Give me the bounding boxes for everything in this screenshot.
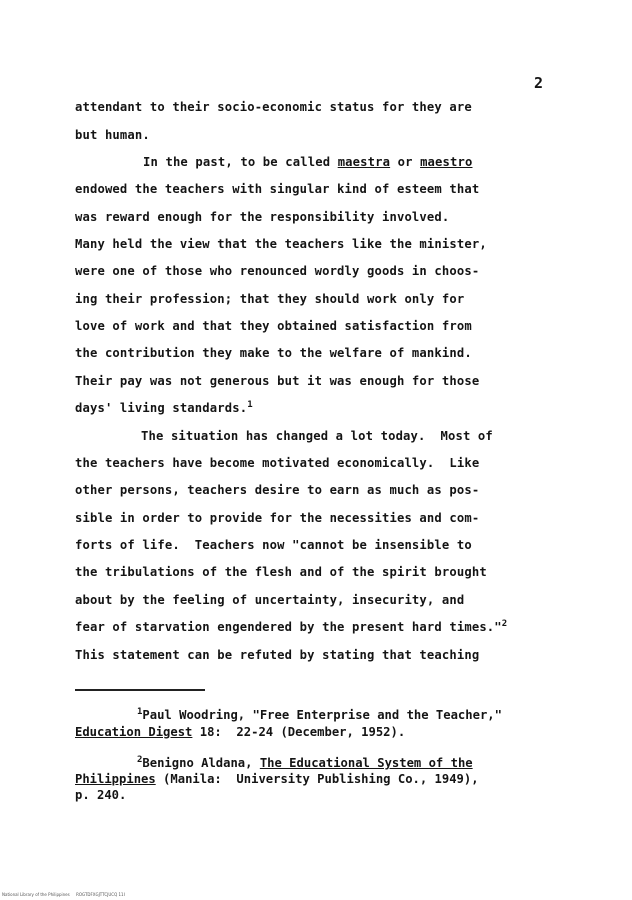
journal-title: Education Digest xyxy=(75,725,193,739)
footnote-line xyxy=(75,772,479,786)
text-line: sible in order to provide for the necessities and com- xyxy=(75,511,480,525)
text-span: Benigno Aldana, xyxy=(142,756,260,770)
text-line: Many held the view that the teachers like the minister, xyxy=(75,237,487,251)
text-line: were one of those who renounced wordly goods in choos- xyxy=(75,264,480,278)
footnote-line xyxy=(137,708,502,722)
footnote-1 xyxy=(75,708,555,750)
text-line: ing their profession; that they should work only for xyxy=(75,292,465,306)
text-span: Paul Woodring, "Free Enterprise and the Teacher," xyxy=(142,708,502,722)
footnote-marker: 2 xyxy=(501,618,508,629)
text-line: endowed the teachers with singular kind of esteem that xyxy=(75,182,480,196)
text-span: (Manila: University Publishing Co., 1949), xyxy=(155,772,479,786)
text-line: This statement can be refuted by stating that teaching xyxy=(75,648,480,662)
page-number: 2 xyxy=(534,74,544,92)
text-span: In the past, to be called xyxy=(143,155,338,169)
footnote-line xyxy=(75,725,405,739)
footnote-divider xyxy=(75,689,205,691)
underlined-term: maestra xyxy=(337,155,391,169)
text-line: forts of life. Teachers now "cannot be insensible to xyxy=(75,538,472,552)
text-line: Their pay was not generous but it was enough for those xyxy=(75,374,480,388)
text-line xyxy=(75,401,253,415)
footnote-marker: 1 xyxy=(247,399,253,410)
footnote-line: p. 240. xyxy=(75,788,127,802)
text-span: or xyxy=(390,155,421,169)
text-line: was reward enough for the responsibility involved. xyxy=(75,210,450,224)
text-line: about by the feeling of uncertainty, insecurity, and xyxy=(75,593,465,607)
book-title: The Educational System of the xyxy=(259,756,473,770)
text-line: the contribution they make to the welfare of mankind. xyxy=(75,346,472,360)
text-line: the teachers have become motivated economically. Like xyxy=(75,456,480,470)
text-line: love of work and that they obtained satisfaction from xyxy=(75,319,472,333)
text-line: The situation has changed a lot today. Most of xyxy=(141,429,493,443)
text-span: 18: 22-24 (December, 1952). xyxy=(192,725,406,739)
text-line xyxy=(143,155,472,169)
text-line: attendant to their socio-economic status for they are xyxy=(75,100,472,114)
text-span: days' living standards. xyxy=(75,401,248,415)
text-line xyxy=(75,620,507,634)
text-line: but human. xyxy=(75,128,150,142)
text-line: the tribulations of the flesh and of the spirit brought xyxy=(75,565,487,579)
book-title: Philippines xyxy=(75,772,156,786)
footnote-line xyxy=(137,756,473,770)
text-line: other persons, teachers desire to earn as much as pos- xyxy=(75,483,480,497)
library-watermark: National Library of the Philippines ROGTDFXGJTTCJUCQ 11I xyxy=(2,892,125,897)
footnote-2 xyxy=(75,756,555,812)
text-span: fear of starvation engendered by the present hard times." xyxy=(75,620,502,634)
underlined-term: maestro xyxy=(420,155,473,169)
footnote-marker: 2 xyxy=(137,754,143,765)
footnote-marker: 1 xyxy=(137,706,143,717)
